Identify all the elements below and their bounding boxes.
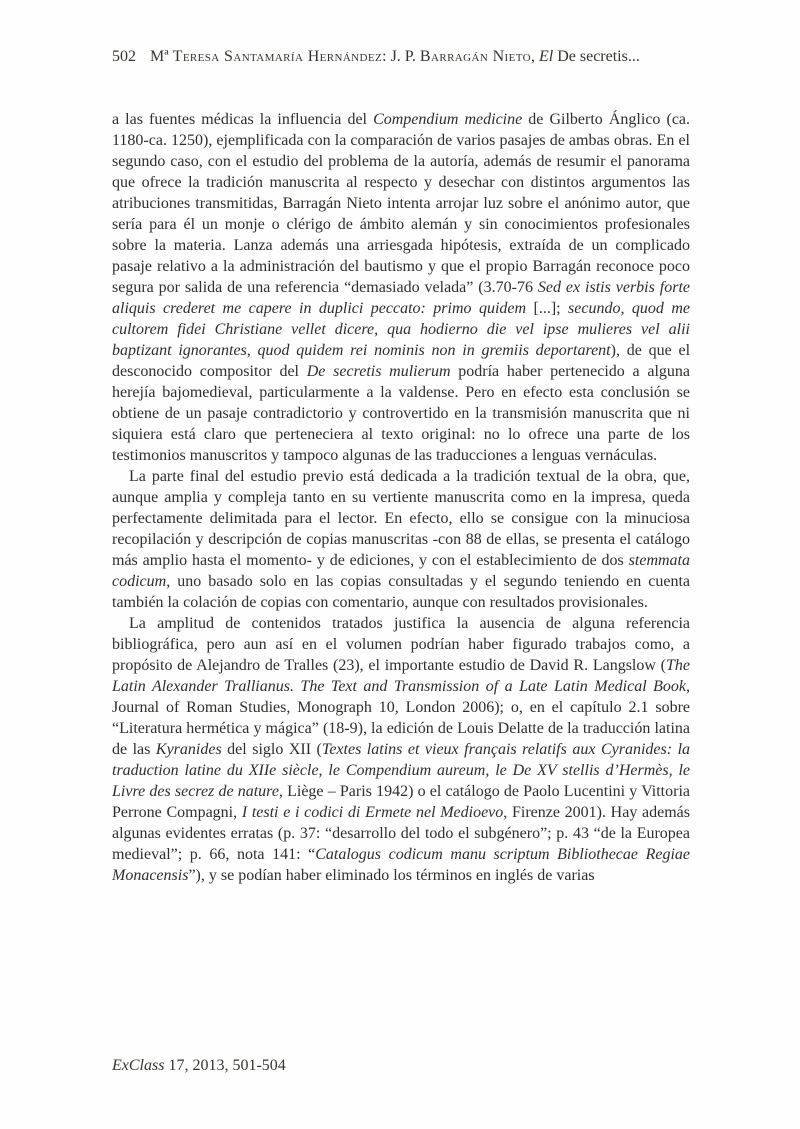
text-run: Mª — [150, 48, 173, 65]
text-run: , Liège – Paris 1942) o el catálogo de Paolo Lucentini y Vittoria Perrone Compagni, — [112, 783, 690, 821]
text-run: stemmata codicum — [112, 552, 690, 590]
paragraph-3 — [112, 613, 690, 886]
paragraph-1 — [112, 109, 690, 466]
text-run: ”), y se podían haber eliminado los términos en inglés de varias — [188, 867, 595, 884]
text-run: La parte final del estudio previo está dedicada a la tradición textual de la obra, que, aunque amplia y compleja tanto en su vertiente manuscrita como en la impresa, queda perfectamente delimitada para el lector. En efecto, ello se consigue con la minuciosa recopilación y descripción de copias manuscritas -con 88 de ellas, se presenta el catálogo más amplio hasta el momento- y de ediciones, y con el establecimiento de dos — [112, 468, 690, 569]
text-run: de Gilberto Ánglico (ca. 1180-ca. 1250), ejemplificada con la comparación de varios pasajes de ambas obras. En el segundo caso, con el estudio del problema de la autoría, además de resumir el panorama que ofrece la tradición manuscrita al respecto y desechar con distintos argumentos las atribuciones transmitidas, Barragán Nieto intenta arrojar luz sobre el anónimo autor, que sería para él un monje o clérigo de ámbito alemán y sin conocimientos profesionales sobre la materia. Lanza además una arriesgada hipótesis, extraída de un complicado pasaje relativo a la administración del bautismo y que el propio Barragán reconoce poco segura por salida de una referencia “demasiado velada” (3.70-76 — [112, 111, 691, 296]
text-run: , uno basado solo en las copias consultadas y el segundo teniendo en cuenta también la colación de copias con comentario, aunque con resultados provisionales. — [112, 573, 690, 611]
journal-footline — [112, 1057, 286, 1075]
text-run: : J. P. — [382, 48, 420, 65]
review-body-text — [112, 109, 690, 886]
text-run: Sed ex istis verbis forte aliquis crederet me capere in duplici peccato: primo quidem — [112, 279, 690, 317]
text-run: del siglo XII ( — [221, 741, 322, 758]
text-run: ExClass — [112, 1057, 165, 1074]
text-run: , Firenze 2001). Hay además algunas evidentes erratas (p. 37: “desarrollo del todo el subgénero”; p. 43 “de la Europea medieval”; p. 66, nota 141: “ — [112, 804, 690, 863]
text-run: secundo, quod me cultorem fidei Christiane vellet dicere, qua hodierno die vel ipse mulieres vel alii baptizant ignorantes, quod quidem rei nominis non in gremiis deportarent — [112, 300, 691, 359]
text-run: El — [539, 48, 554, 65]
running-title — [150, 48, 640, 65]
text-run: Barragán Nieto — [419, 48, 531, 65]
text-run: , Journal of Roman Studies, Monograph 10, London 2006); o, en el capítulo 2.1 sobre “Literatura hermética y mágica” (18-9), la edición de Louis Delatte de la traducción latina de las — [112, 678, 690, 758]
text-run: [...]; — [533, 300, 569, 317]
text-run: Compendium medicine — [373, 111, 523, 128]
text-run: 17, 2013, 501-504 — [164, 1057, 286, 1074]
text-run: Catalogus codicum manu scriptum Bibliothecae Regiae Monacensis — [112, 846, 691, 884]
text-run: Textes latins et vieux français relatifs aux Cyranides: la traduction latine du XIIe siècle, le Compendium aureum, le De XV stellis d’Hermès, le Livre des secrez de nature — [112, 741, 691, 800]
text-run: , — [531, 48, 539, 65]
text-run: Kyranides — [155, 741, 222, 758]
paragraph-2 — [112, 466, 690, 613]
text-run: a las fuentes médicas la influencia del — [112, 111, 374, 128]
text-run: La amplitud de contenidos tratados justifica la ausencia de alguna referencia bibliográfica, pero aun así en el volumen podrían haber figurado trabajos como, a propósito de Alejandro de Tralles (23), el importante estudio de David R. Langslow ( — [112, 615, 690, 674]
journal-citation — [112, 1057, 286, 1074]
text-run: ), de que el desconocido compositor del — [112, 342, 691, 380]
text-run: De secretis mulierum — [306, 363, 451, 380]
page-number: 502 — [112, 48, 136, 65]
text-run: Teresa Santamaría Hernández — [172, 48, 383, 65]
text-run: De secretis... — [553, 48, 640, 65]
text-run: I testi e i codici di Ermete nel Medioevo — [241, 804, 504, 821]
running-head — [112, 47, 712, 66]
text-run: The Latin Alexander Trallianus. The Text and Transmission of a Late Latin Medical Book — [112, 657, 690, 695]
text-run: podría haber pertenecido a alguna herejía bajomedieval, particularmente a la valdense. Pero en efecto esta conclusión se obtiene de un pasaje contradictorio y controvertido en la transmisión manuscrita que ni siquiera está claro que perteneciera al texto original: no lo ofrece una parte de los testimonios manuscritos y tampoco algunas de las traducciones a lenguas vernáculas. — [112, 363, 691, 464]
